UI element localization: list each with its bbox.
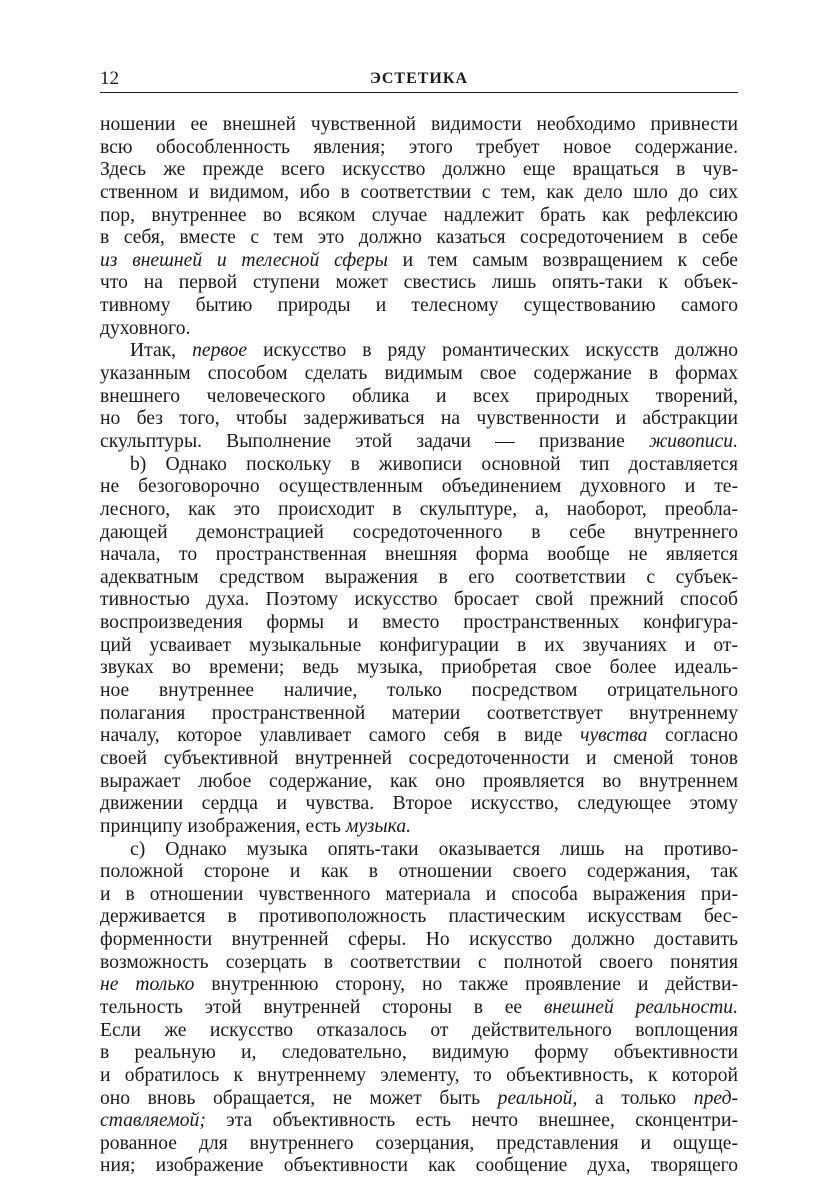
text-line [100,1110,738,1133]
text-segment: тивному бытию природы и телесному существованию самого [100,295,738,317]
text-segment: рованное для внутреннего созерцания, представления и ощуще- [100,1132,738,1154]
italic-text: из внешней и телесной сферы [100,249,388,271]
text-segment: тельность этой внутренней стороны в ее [100,996,544,1018]
text-segment: тивностью духа. Поэтому искусство бросает свой прежний способ [100,589,738,611]
text-line [100,567,738,590]
text-segment: Здесь же прежде всего искусство должно еще вращаться в чув- [100,159,738,181]
text-segment: движении сердца и чувства. Второе искусство, следующее этому [100,793,738,815]
text-segment: в себя, вместе с тем это должно казаться сосредоточением в себе [100,227,738,249]
text-segment: адекватным средством выражения в его соответствии с субъек- [100,566,738,588]
text-line [100,1155,738,1178]
text-segment: Если же искусство отказалось от действительного воплощения [100,1019,738,1041]
text-segment: лесного, как это происходит в скульптуре, а, наоборот, преобла- [100,498,738,520]
text-segment: полагания пространственной материи соответствует внутреннему [100,702,738,724]
text-line [100,340,738,363]
text-line [100,408,738,431]
text-line [100,386,738,409]
text-line [100,839,738,862]
text-line [100,1133,738,1156]
italic-text: не только [100,974,195,996]
text-segment: Итак, [130,340,193,362]
text-line [100,680,738,703]
italic-text: чувства [580,725,648,747]
text-line [100,159,738,182]
italic-text: живописи. [648,430,738,452]
text-line [100,997,738,1020]
text-segment: эта объективность есть нечто внешнее, сконцентри- [205,1110,738,1132]
text-line [100,703,738,726]
text-line [100,182,738,205]
text-line [100,250,738,273]
text-line [100,363,738,386]
text-line [100,929,738,952]
text-line [100,816,738,839]
text-segment: держивается в противоположность пластическим искусствам бес- [100,906,738,928]
text-line [100,544,738,567]
running-title: ЭСТЕТИКА [369,70,469,87]
text-line [100,725,738,748]
text-line [100,589,738,612]
text-segment: согласно [647,725,738,747]
text-segment: пор, внутреннее во всяком случае надлежит брать как рефлексию [100,204,738,226]
italic-text: первое [192,340,248,362]
text-segment: духовного. [100,317,191,339]
text-line [100,861,738,884]
text-line [100,431,738,454]
text-line [100,1042,738,1065]
text-line [100,522,738,545]
text-segment: началу, которое улавливает самого себя в виде [100,725,581,747]
italic-text: ставляемой; [100,1110,206,1132]
text-line [100,748,738,771]
text-line [100,137,738,160]
text-line [100,1065,738,1088]
text-line [100,635,738,658]
text-segment: что на первой ступени может свестись лишь опять-таки к объек- [100,272,738,294]
italic-text: музыка. [345,815,412,837]
text-segment: ное внутреннее наличие, только посредством отрицательного [100,680,738,702]
text-line [100,272,738,295]
text-body [100,114,738,1178]
text-segment: ций усваивает музыкальные конфигурации в их звучаниях и от- [100,634,738,656]
italic-text: реальной [497,1087,573,1109]
text-segment: своей субъективной внутренней сосредоточенности и сменой тонов [100,747,738,769]
italic-text: пред- [693,1087,738,1109]
text-segment: искусство в ряду романтических искусств должно [247,340,738,362]
text-line [100,295,738,318]
italic-text: внешней реальности. [543,996,738,1018]
text-segment: воспроизведения формы и вместо пространственных конфигура- [100,612,738,634]
text-line [100,454,738,477]
text-line [100,205,738,228]
text-segment: форменности внутренней сферы. Но искусство должно доставить [100,929,738,951]
page-header [100,66,738,93]
text-segment: ношении ее внешней чувственной видимости необходимо привнести [100,114,738,135]
text-line [100,318,738,341]
text-segment: звуках во времени; ведь музыка, приобретая свое более идеаль- [100,657,738,679]
page-number: 12 [100,68,119,89]
text-segment: принципу изображения, есть [100,815,346,837]
text-segment: в реальную и, следовательно, видимую форму объективности [100,1042,738,1064]
text-segment: дающей демонстрацией сосредоточенного в себе внутреннего [100,521,738,543]
text-segment: ния; изображение объективности как сообщение духа, творящего [100,1155,738,1177]
text-segment: и обратилось к внутреннему элементу, то объективность, к которой [100,1064,738,1086]
text-segment: положной стороне и как в отношении своего содержания, так [100,861,738,883]
text-segment: начала, то пространственная внешняя форма вообще не является [100,544,738,566]
text-segment: внутреннюю сторону, но также проявление и действи- [194,974,738,996]
text-segment: и тем самым возвращением к себе [387,249,738,271]
text-segment: ственном и видимом, ибо в соответствии с тем, как дело шло до сих [100,181,738,203]
text-segment: но без того, чтобы задерживаться на чувственности и абстракции [100,408,738,430]
text-segment: всю обособленность явления; этого требует новое содержание. [100,136,738,158]
text-line [100,1088,738,1111]
text-segment: внешнего человеческого облика и всех природных творений, [100,385,738,407]
text-line [100,657,738,680]
text-line [100,793,738,816]
text-line [100,499,738,522]
text-segment: выражает любое содержание, как оно проявляется во внутреннем [100,770,738,792]
text-segment: возможность созерцать в соответствии с полнотой своего понятия [100,951,738,973]
text-line [100,771,738,794]
text-line [100,974,738,997]
text-line [100,1020,738,1043]
text-segment: b) Однако поскольку в живописи основной тип доставляется [130,453,738,475]
text-line [100,114,738,137]
text-line [100,952,738,975]
text-line [100,476,738,499]
text-line [100,612,738,635]
text-segment: и в отношении чувственного материала и способа выражения при- [100,883,738,905]
text-segment: c) Однако музыка опять-таки оказывается лишь на противо- [130,838,738,860]
text-line [100,884,738,907]
text-line [100,227,738,250]
text-segment: , а только [572,1087,694,1109]
text-segment: не безоговорочно осуществленным объединением духовного и те- [100,476,738,498]
text-segment: указанным способом сделать видимым свое содержание в формах [100,363,738,385]
text-line [100,906,738,929]
text-segment: скульптуры. Выполнение этой задачи — призвание [100,430,649,452]
text-segment: оно вновь обращается, не может быть [100,1087,498,1109]
